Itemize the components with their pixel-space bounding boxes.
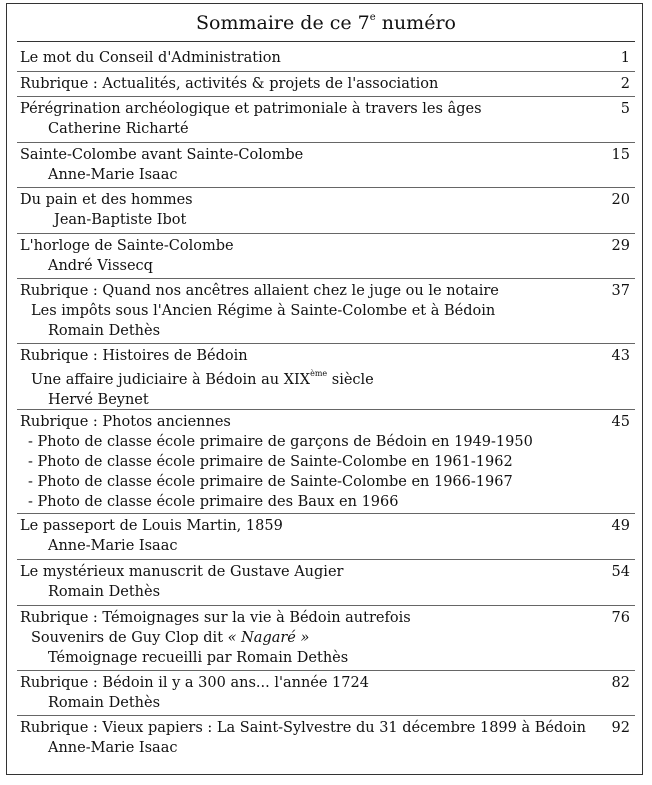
entry-title: Sainte-Colombe avant Sainte-Colombe 15 — [20, 147, 630, 163]
entry-title: Le mot du Conseil d'Administration 1 — [20, 50, 630, 66]
entry-author: Catherine Richarté — [48, 121, 189, 137]
page-number: 37 — [611, 283, 630, 299]
entry-title: Rubrique : Histoires de Bédoin 43 — [20, 348, 630, 364]
entry-subtitle: Les impôts sous l'Ancien Régime à Sainte-Colombe et à Bédoin — [31, 303, 496, 319]
toc-entry — [20, 145, 630, 185]
entry-author: Romain Dethès — [48, 323, 161, 339]
entry-author: Anne-Marie Isaac — [48, 167, 178, 183]
entry-author: Romain Dethès — [48, 584, 161, 600]
toc-entry — [20, 673, 630, 713]
page-number: 2 — [620, 76, 630, 92]
page-number: 49 — [611, 518, 630, 534]
page-title: Sommaire de ce 7e numéro — [196, 11, 456, 34]
page-number: 20 — [611, 192, 630, 208]
toc-entry — [20, 412, 630, 512]
toc-entry — [20, 190, 630, 230]
list-item: - Photo de classe école primaire des Baux en 1966 — [28, 494, 399, 510]
list-item: - Photo de classe école primaire de Sainte-Colombe en 1961-1962 — [28, 454, 513, 470]
page-number: 45 — [611, 414, 630, 430]
page-number: 29 — [611, 238, 630, 254]
entry-author: Témoignage recueilli par Romain Dethès — [48, 650, 349, 666]
entry-author: Jean-Baptiste Ibot — [54, 212, 187, 228]
toc-entry — [20, 608, 630, 668]
entry-author: Anne-Marie Isaac — [48, 740, 178, 756]
page-number: 15 — [611, 147, 630, 163]
entry-author: André Vissecq — [48, 258, 153, 274]
toc-entry — [20, 74, 630, 94]
list-item: - Photo de classe école primaire de garçons de Bédoin en 1949-1950 — [28, 434, 533, 450]
toc-entry — [20, 516, 630, 556]
entry-title: Le passeport de Louis Martin, 1859 49 — [20, 518, 630, 534]
page-number: 82 — [611, 675, 630, 691]
page-number: 92 — [611, 720, 630, 736]
entry-title: Pérégrination archéologique et patrimoniale à travers les âges 5 — [20, 101, 630, 117]
toc-entry — [20, 48, 630, 68]
entry-title: Rubrique : Vieux papiers : La Saint-Sylvestre du 31 décembre 1899 à Bédoin 92 — [20, 720, 630, 736]
entry-title: Rubrique : Quand nos ancêtres allaient chez le juge ou le notaire 37 — [20, 283, 630, 299]
entry-subtitle: Souvenirs de Guy Clop dit « Nagaré » — [31, 630, 310, 646]
page-number: 54 — [611, 564, 630, 580]
list-item: - Photo de classe école primaire de Sainte-Colombe en 1966-1967 — [28, 474, 513, 490]
entry-title: Rubrique : Actualités, activités & projets de l'association 2 — [20, 76, 630, 92]
entry-title: Rubrique : Photos anciennes 45 — [20, 414, 630, 430]
toc-entry — [20, 346, 630, 410]
entry-author: Hervé Beynet — [48, 391, 149, 408]
entry-subtitle: Une affaire judiciaire à Bédoin au XIXème siècle — [31, 369, 374, 388]
page-number: 76 — [611, 610, 630, 626]
toc-entry — [20, 236, 630, 276]
entry-author: Romain Dethès — [48, 695, 161, 711]
toc-entry — [20, 562, 630, 602]
entry-title: L'horloge de Sainte-Colombe 29 — [20, 238, 630, 254]
entry-title: Le mystérieux manuscrit de Gustave Augier 54 — [20, 564, 630, 580]
page-number: 43 — [611, 348, 630, 364]
toc-entry — [20, 718, 630, 758]
entry-title: Rubrique : Bédoin il y a 300 ans... l'année 1724 82 — [20, 675, 630, 691]
entry-author: Anne-Marie Isaac — [48, 538, 178, 554]
toc-entry — [20, 99, 630, 139]
title-divider — [17, 41, 635, 42]
entry-title: Rubrique : Témoignages sur la vie à Bédoin autrefois 76 — [20, 610, 630, 626]
toc-entry — [20, 281, 630, 341]
page-number: 5 — [620, 101, 630, 117]
page-number: 1 — [620, 50, 630, 66]
entry-title: Du pain et des hommes 20 — [20, 192, 630, 208]
